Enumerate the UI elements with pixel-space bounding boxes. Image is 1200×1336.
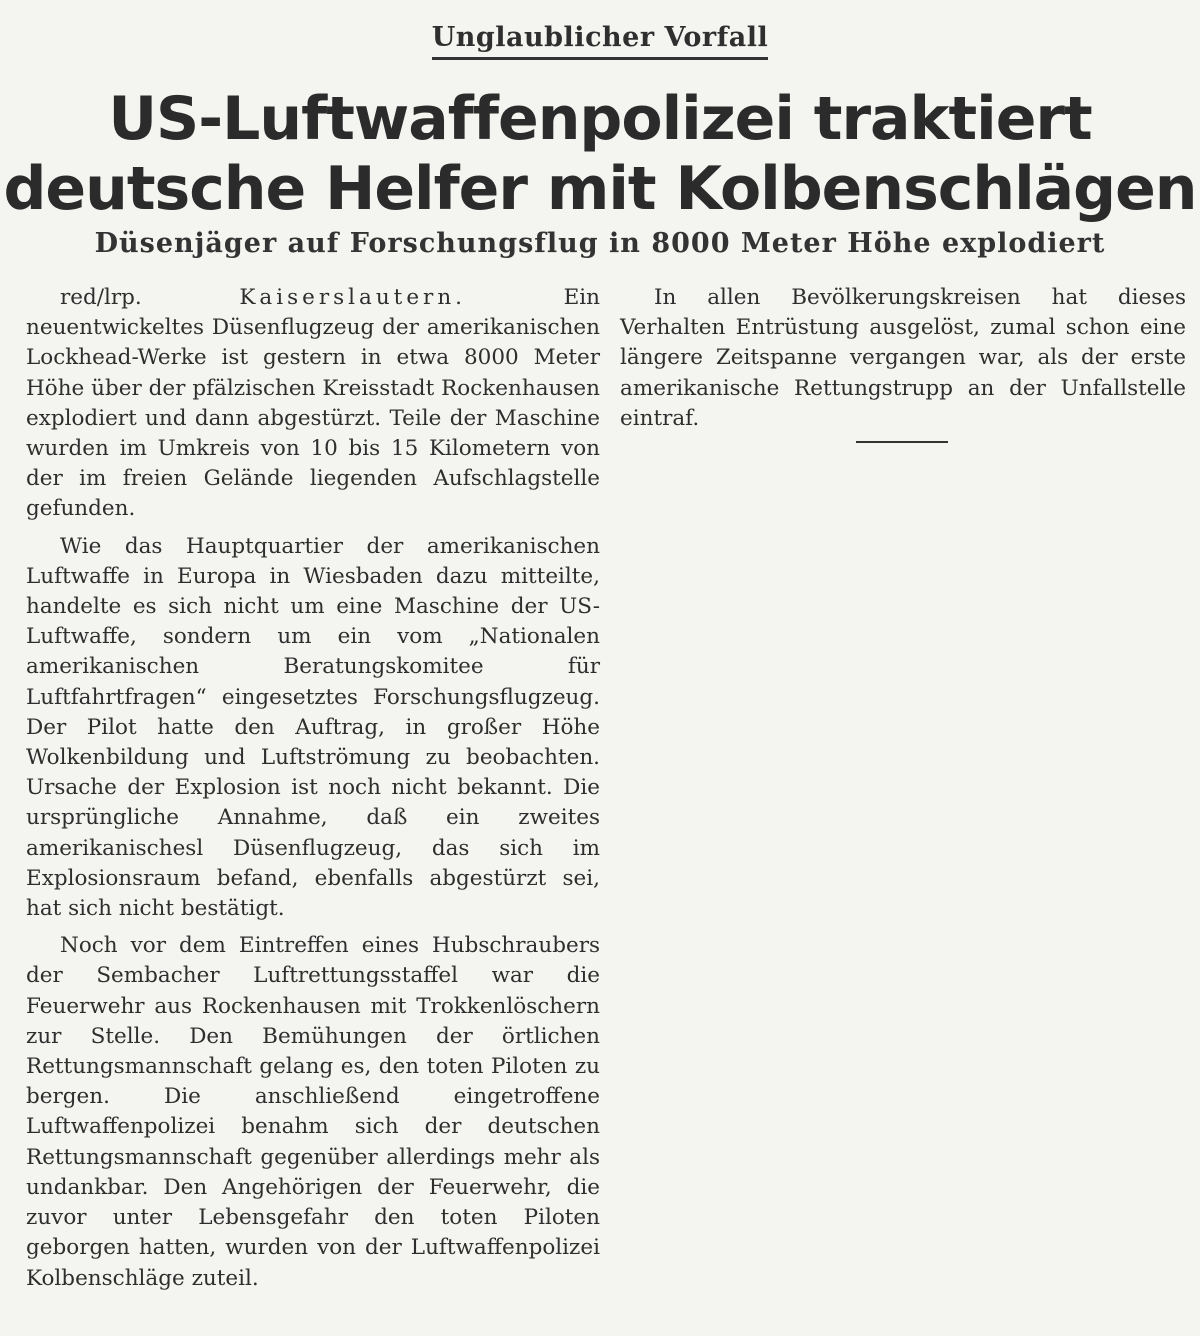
kicker <box>0 22 1200 60</box>
paragraph-4: In allen Bevölkerungskreisen hat dieses Verhalten Entrüstung ausgelöst, zumal schon eine längere Zeitspanne vergangen war, als der erste amerikanische Rettungstrupp an der Unfallstelle eintraf. <box>620 285 1186 431</box>
article-column-left <box>26 283 600 1301</box>
paragraph-1-body: Ein neuentwickeltes Düsenflugzeug der amerikanischen Lockhead-Werke ist gestern in etwa 8000 Meter Höhe über der pfälzischen Kreisstadt Rockenhausen explodiert und dann abgestürzt. Teile der Maschine wurden im Umkreis von 10 bis 15 Kilometern von der im freien Gelände liegenden Aufschlagstelle gefunden. <box>26 285 600 522</box>
headline <box>0 84 1200 224</box>
paragraph-3: Noch vor dem Eintreffen eines Hubschraubers der Sembacher Luftrettungsstaffel war die Feuerwehr aus Rockenhausen mit Trokkenlöschern zur Stelle. Den Bemühungen der örtlichen Rettungsmannschaft gelang es, den toten Piloten zu bergen. Die anschließend eingetroffene Luftwaffenpolizei benahm sich der deutschen Rettungsmannschaft gegenüber allerdings mehr als undankbar. Den Angehörigen der Feuerwehr, die zuvor unter Lebensgefahr den toten Piloten geborgen hatten, wurden von der Luftwaffenpolizei Kolbenschläge zuteil. <box>26 933 600 1291</box>
end-rule <box>856 441 948 443</box>
subheadline: Düsenjäger auf Forschungsflug in 8000 Meter Höhe explodiert <box>94 228 1106 259</box>
headline-line-2: deutsche Helfer mit Kolbenschlägen <box>3 154 1197 224</box>
article-column-right <box>620 283 1186 443</box>
paragraph-2: Wie das Hauptquartier der amerikanischen Luftwaffe in Europa in Wiesbaden dazu mitteilte, handelte es sich nicht um eine Maschine der US-Luftwaffe, sondern um ein vom „Nationalen amerikanischen Beratungskomitee für Luftfahrtfragen“ eingesetztes Forschungsflugzeug. Der Pilot hatte den Auftrag, in großer Höhe Wolkenbildung und Luftströmung zu beobachten. Ursache der Explosion ist noch nicht bekannt. Die ursprüngliche Annahme, daß ein zweites amerikanischesl Düsenflugzeug, das sich im Explosionsraum befand, ebenfalls abgestürzt sei, hat sich nicht bestätigt. <box>26 533 600 922</box>
paragraph-1 <box>26 283 600 525</box>
byline: red/lrp. <box>60 285 142 310</box>
dateline: Kaiserslautern. <box>239 285 467 310</box>
headline-line-1: US-Luftwaffenpolizei traktiert <box>108 84 1092 154</box>
kicker-text: Unglaublicher Vorfall <box>432 22 769 60</box>
